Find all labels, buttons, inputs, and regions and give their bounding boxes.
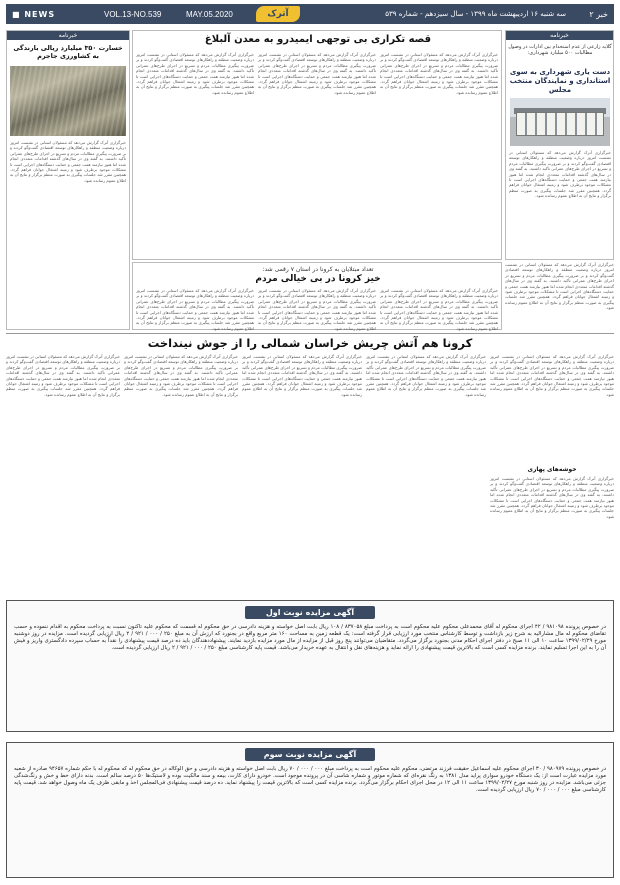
center-text-col-1: خبرگزاری آترک گزارش می‌دهد که مسئولان استانی در نشست امروز درباره وضعیت منطقه و راهکارهای توسعه اقتصادی گفت‌وگو کردند و بر ضرورت پیگیری مطالبات مردم و تسریع در اجرای طرح‌های عمرانی تأکید داشتند. به گفته وی در سال‌های گذشته اقدامات متعددی انجام شده اما هنوز نیازمند همت جمعی و حمایت دستگاه‌های اجرایی است تا مشکلات موجود برطرف شود و زمینه اشتغال جوانان فراهم گردد. همچنین مقرر شد جلسات پیگیری به صورت منظم برگزار و نتایج آن به اطلاع عموم رسانده شود. bbox=[136, 52, 254, 95]
right-article-text: خبرگزاری آترک گزارش می‌دهد که مسئولان استانی در نشست امروز درباره وضعیت منطقه و راهکارهای توسعه اقتصادی گفت‌وگو کردند و بر ضرورت پیگیری مطالبات مردم و تسریع در اجرای طرح‌های عمرانی تأکید داشتند. به گفته وی در سال‌های گذشته اقدامات متعددی انجام شده اما هنوز نیازمند همت جمعی و حمایت دستگاه‌های اجرایی است تا مشکلات موجود برطرف شود و زمینه اشتغال جوانان فراهم گردد. همچنین مقرر شد جلسات پیگیری به صورت منظم برگزار و نتایج آن به اطلاع عموم رسانده شود. bbox=[509, 150, 611, 199]
center-headline: قصه تکراری بی توجهی ایمیدرو به معدن آلبلاغ bbox=[204, 34, 432, 45]
mid-text-col-3: خبرگزاری آترک گزارش می‌دهد که مسئولان استانی در نشست امروز درباره وضعیت منطقه و راهکارهای توسعه اقتصادی گفت‌وگو کردند و بر ضرورت پیگیری مطالبات مردم و تسریع در اجرای طرح‌های عمرانی تأکید داشتند. به گفته وی در سال‌های گذشته اقدامات متعددی انجام شده اما هنوز نیازمند همت جمعی و حمایت دستگاه‌های اجرایی است تا مشکلات موجود برطرف شود و زمینه اشتغال جوانان فراهم گردد. همچنین مقرر شد جلسات پیگیری به صورت منظم برگزار و نتایج آن به اطلاع عموم رسانده شود. bbox=[242, 354, 362, 397]
field-photo bbox=[10, 66, 126, 136]
mid-text-col-2: خبرگزاری آترک گزارش می‌دهد که مسئولان استانی در نشست امروز درباره وضعیت منطقه و راهکارهای توسعه اقتصادی گفت‌وگو کردند و بر ضرورت پیگیری مطالبات مردم و تسریع در اجرای طرح‌های عمرانی تأکید داشتند. به گفته وی در سال‌های گذشته اقدامات متعددی انجام شده اما هنوز نیازمند همت جمعی و حمایت دستگاه‌های اجرایی است تا مشکلات موجود برطرف شود و زمینه اشتغال جوانان فراهم گردد. همچنین مقرر شد جلسات پیگیری به صورت منظم برگزار و نتایج آن به اطلاع عموم رسانده شود. bbox=[124, 354, 238, 397]
left-headline: خسارت ۳۵۰ میلیارد ریالی بارندگی به کشاورزی جاجرم bbox=[13, 44, 123, 60]
right-kicker: گلایه زارعی از عدم استخدام بین ادارات در وصول مطالبات ۵۰۰ میلیارد شهرداری: bbox=[508, 44, 612, 56]
right-lower-text: خبرگزاری آترک گزارش می‌دهد که مسئولان استانی در نشست امروز درباره وضعیت منطقه و راهکارهای توسعه اقتصادی گفت‌وگو کردند و بر ضرورت پیگیری مطالبات مردم و تسریع در اجرای طرح‌های عمرانی تأکید داشتند. به گفته وی در سال‌های گذشته اقدامات متعددی انجام شده اما هنوز نیازمند همت جمعی و حمایت دستگاه‌های اجرایی است تا مشکلات موجود برطرف شود و زمینه اشتغال جوانان فراهم گردد. همچنین مقرر شد جلسات پیگیری به صورت منظم برگزار و نتایج آن به اطلاع عموم رسانده شود. bbox=[505, 262, 614, 311]
mid-text-col-4: خبرگزاری آترک گزارش می‌دهد که مسئولان استانی در نشست امروز درباره وضعیت منطقه و راهکارهای توسعه اقتصادی گفت‌وگو کردند و بر ضرورت پیگیری مطالبات مردم و تسریع در اجرای طرح‌های عمرانی تأکید داشتند. به گفته وی در سال‌های گذشته اقدامات متعددی انجام شده اما هنوز نیازمند همت جمعی و حمایت دستگاه‌های اجرایی است تا مشکلات موجود برطرف شود و زمینه اشتغال جوانان فراهم گردد. همچنین مقرر شد جلسات پیگیری به صورت منظم برگزار و نتایج آن به اطلاع عموم رسانده شود. bbox=[366, 354, 486, 397]
mid-text-col-1: خبرگزاری آترک گزارش می‌دهد که مسئولان استانی در نشست امروز درباره وضعیت منطقه و راهکارهای توسعه اقتصادی گفت‌وگو کردند و بر ضرورت پیگیری مطالبات مردم و تسریع در اجرای طرح‌های عمرانی تأکید داشتند. به گفته وی در سال‌های گذشته اقدامات متعددی انجام شده اما هنوز نیازمند همت جمعی و حمایت دستگاه‌های اجرایی است تا مشکلات موجود برطرف شود و زمینه اشتغال جوانان فراهم گردد. همچنین مقرر شد جلسات پیگیری به صورت منظم برگزار و نتایج آن به اطلاع عموم رسانده شود. bbox=[6, 354, 120, 397]
section-tag: خبرنامه bbox=[506, 31, 613, 40]
notice-third-body: در خصوص پرونده ۹۸۰۹۷۹ / ۳۰ اجرای محکوم علیه اسماعیل حقیقت فرزند مرتضی، محکوم علیه محکوم است به پرداخت مبلغ ۰۰۰ / ۰۰۰ / ۷۰ ریال بابت اصل خواسته و هزینه دادرسی و حق الوکاله در حق محکوم له که محکوم له با حکم شماره ۹۴۶۵۷ صادره از شعبه مورد مزایده عبارت است از: یک دستگاه خودرو سواری پراید مدل ۱۳۸۱ به رنگ نقره‌ای که شماره موتور و شماره شاسی آن در پرونده موجود است. خودرو دارای کارت، بیمه و سند مالکیت بوده و لاستیک‌ها ۵۰ درصد سالم است. بدنه دارای خط و خش و رنگ‌شدگی جزئی می‌باشد. مزایده در روز شنبه مورخ ۱۳۹۹/۰۲/۲۷ ساعت ۱۱ الی ۱۲ در محل اجرای احکام برگزار می‌گردد. برنده مزایده کسی است که بالاترین قیمت را پیشنهاد نماید. ده درصد قیمت پیشنهادی فی‌المجلس اخذ و مابقی ظرف یک ماه وصول خواهد شد. قیمت پایه کارشناسی مبلغ ۰۰۰ / ۰۰۰ / ۷۰ ریال ارزیابی گردیده است. bbox=[14, 766, 607, 794]
divider bbox=[6, 333, 614, 334]
news-label: ■ NEWS bbox=[12, 9, 56, 19]
mid-subhead: خوشه‌های پهاری bbox=[527, 466, 577, 473]
building-photo bbox=[510, 98, 610, 146]
corona-text-col-3: خبرگزاری آترک گزارش می‌دهد که مسئولان استانی در نشست امروز درباره وضعیت منطقه و راهکارهای توسعه اقتصادی گفت‌وگو کردند و بر ضرورت پیگیری مطالبات مردم و تسریع در اجرای طرح‌های عمرانی تأکید داشتند. به گفته وی در سال‌های گذشته اقدامات متعددی انجام شده اما هنوز نیازمند همت جمعی و حمایت دستگاه‌های اجرایی است تا مشکلات موجود برطرف شود و زمینه اشتغال جوانان فراهم گردد. همچنین مقرر شد جلسات پیگیری به صورت منظم برگزار و نتایج آن به اطلاع عموم رسانده شود. bbox=[380, 288, 498, 331]
right-headline: دست یاری شهرداری به سوی استانداری و نمایندگان منتخب مجلس bbox=[509, 68, 611, 94]
corona-kicker: تعداد مبتلایان به کرونا در استان ۷ رقمی شد: bbox=[262, 266, 374, 273]
notice-first-title: آگهی مزایده نوبت اول bbox=[245, 606, 375, 619]
volume-label: VOL.13-NO.539 bbox=[104, 9, 162, 19]
mid-text-col-5a: خبرگزاری آترک گزارش می‌دهد که مسئولان استانی در نشست امروز درباره وضعیت منطقه و راهکارهای توسعه اقتصادی گفت‌وگو کردند و بر ضرورت پیگیری مطالبات مردم و تسریع در اجرای طرح‌های عمرانی تأکید داشتند. به گفته وی در سال‌های گذشته اقدامات متعددی انجام شده اما هنوز نیازمند همت جمعی و حمایت دستگاه‌های اجرایی است تا مشکلات موجود برطرف شود و زمینه اشتغال جوانان فراهم گردد. همچنین مقرر شد جلسات پیگیری به صورت منظم برگزار و نتایج آن به اطلاع عموم رسانده شود. bbox=[490, 354, 614, 397]
corona-headline: خیز کرونا در بی خیالی مردم bbox=[255, 274, 381, 284]
masthead bbox=[6, 4, 614, 24]
left-article-text: خبرگزاری آترک گزارش می‌دهد که مسئولان استانی در نشست امروز درباره وضعیت منطقه و راهکارهای توسعه اقتصادی گفت‌وگو کردند و بر ضرورت پیگیری مطالبات مردم و تسریع در اجرای طرح‌های عمرانی تأکید داشتند. به گفته وی در سال‌های گذشته اقدامات متعددی انجام شده اما هنوز نیازمند همت جمعی و حمایت دستگاه‌های اجرایی است تا مشکلات موجود برطرف شود و زمینه اشتغال جوانان فراهم گردد. همچنین مقرر شد جلسات پیگیری به صورت منظم برگزار و نتایج آن به اطلاع عموم رسانده شود. bbox=[9, 140, 126, 183]
main-headline: کرونا هم آتش چریش خراسان شمالی را از جوش نینداخت bbox=[147, 336, 473, 350]
date-label: MAY.05.2020 bbox=[186, 9, 233, 19]
section-tag-left: خبرنامه bbox=[7, 31, 129, 40]
notice-first-body: در خصوص پرونده ۹۸۱۰۹۸ / ۴۲ اجرای محکوم له آقای محمدعلی محکوم علیه محکوم است به پرداخت مبلغ ۸۳۷۰۵۸ / ۱۰۸ ریال بابت اصل خواسته و هزینه دادرسی در حق محکوم له قسمت که محکوم علیه تاکنون نسبت به پرداخت محکوم به اقدام ننموده و حسب تقاضای محکوم له مال مشارالیه به شرح زیر بازداشت و توسط کارشناس منتخب مورد ارزیابی قرار گرفته است: یک قطعه زمین به مساحت ۱۶۰ متر مربع واقع در بجنورد که ارزش آن به مبلغ ۲۵۰ / ۰۰۰ / ۹۲۱ / ۲ ریال ارزیابی گردیده است. مزایده در روز دوشنبه مورخ ۱۳۹۹/۰۲/۲۹ ساعت ۱۰ الی ۱۱ صبح در دفتر اجرای احکام مدنی بجنورد برگزار می‌گردد. متقاضیان می‌توانند پنج روز قبل از مزایده از مال مورد مزایده بازدید نمایند. پیشنهاددهندگان باید ده درصد قیمت پیشنهادی را نقداً به حساب سپرده دادگستری واریز و فیش آن را به این اجرا تسلیم نمایند. برنده مزایده کسی است که بالاترین قیمت پیشنهادی را ارائه نماید و هزینه‌های نقل و انتقال به عهده خریدار می‌باشد. قیمت پایه کارشناسی مبلغ ۲۵۰ / ۰۰۰ / ۹۲۱ / ۲ ریال ارزیابی گردیده است. bbox=[14, 624, 607, 652]
corona-text-col-1: خبرگزاری آترک گزارش می‌دهد که مسئولان استانی در نشست امروز درباره وضعیت منطقه و راهکارهای توسعه اقتصادی گفت‌وگو کردند و بر ضرورت پیگیری مطالبات مردم و تسریع در اجرای طرح‌های عمرانی تأکید داشتند. به گفته وی در سال‌های گذشته اقدامات متعددی انجام شده اما هنوز نیازمند همت جمعی و حمایت دستگاه‌های اجرایی است تا مشکلات موجود برطرف شود و زمینه اشتغال جوانان فراهم گردد. همچنین مقرر شد جلسات پیگیری به صورت منظم برگزار و نتایج آن به اطلاع عموم رسانده شود. bbox=[136, 288, 254, 331]
persian-date: سه شنبه ۱۶ اردیبهشت ماه ۱۳۹۹ - سال سیزدهم - شماره ۵۳۹ bbox=[385, 10, 566, 18]
notice-third-title: آگهی مزایده نوبت سوم bbox=[245, 748, 375, 761]
corona-text-col-2: خبرگزاری آترک گزارش می‌دهد که مسئولان استانی در نشست امروز درباره وضعیت منطقه و راهکارهای توسعه اقتصادی گفت‌وگو کردند و بر ضرورت پیگیری مطالبات مردم و تسریع در اجرای طرح‌های عمرانی تأکید داشتند. به گفته وی در سال‌های گذشته اقدامات متعددی انجام شده اما هنوز نیازمند همت جمعی و حمایت دستگاه‌های اجرایی است تا مشکلات موجود برطرف شود و زمینه اشتغال جوانان فراهم گردد. همچنین مقرر شد جلسات پیگیری به صورت منظم برگزار و نتایج آن به اطلاع عموم رسانده شود. bbox=[258, 288, 376, 331]
center-text-col-2: خبرگزاری آترک گزارش می‌دهد که مسئولان استانی در نشست امروز درباره وضعیت منطقه و راهکارهای توسعه اقتصادی گفت‌وگو کردند و بر ضرورت پیگیری مطالبات مردم و تسریع در اجرای طرح‌های عمرانی تأکید داشتند. به گفته وی در سال‌های گذشته اقدامات متعددی انجام شده اما هنوز نیازمند همت جمعی و حمایت دستگاه‌های اجرایی است تا مشکلات موجود برطرف شود و زمینه اشتغال جوانان فراهم گردد. همچنین مقرر شد جلسات پیگیری به صورت منظم برگزار و نتایج آن به اطلاع عموم رسانده شود. bbox=[258, 52, 376, 95]
newspaper-logo: آترک bbox=[256, 6, 300, 22]
mid-text-col-5b: خبرگزاری آترک گزارش می‌دهد که مسئولان استانی در نشست امروز درباره وضعیت منطقه و راهکارهای توسعه اقتصادی گفت‌وگو کردند و بر ضرورت پیگیری مطالبات مردم و تسریع در اجرای طرح‌های عمرانی تأکید داشتند. به گفته وی در سال‌های گذشته اقدامات متعددی انجام شده اما هنوز نیازمند همت جمعی و حمایت دستگاه‌های اجرایی است تا مشکلات موجود برطرف شود و زمینه اشتغال جوانان فراهم گردد. همچنین مقرر شد جلسات پیگیری به صورت منظم برگزار و نتایج آن به اطلاع عموم رسانده شود. bbox=[490, 476, 614, 519]
page-number: خبر ۲ bbox=[589, 9, 608, 19]
center-text-col-3: خبرگزاری آترک گزارش می‌دهد که مسئولان استانی در نشست امروز درباره وضعیت منطقه و راهکارهای توسعه اقتصادی گفت‌وگو کردند و بر ضرورت پیگیری مطالبات مردم و تسریع در اجرای طرح‌های عمرانی تأکید داشتند. به گفته وی در سال‌های گذشته اقدامات متعددی انجام شده اما هنوز نیازمند همت جمعی و حمایت دستگاه‌های اجرایی است تا مشکلات موجود برطرف شود و زمینه اشتغال جوانان فراهم گردد. همچنین مقرر شد جلسات پیگیری به صورت منظم برگزار و نتایج آن به اطلاع عموم رسانده شود. bbox=[380, 52, 498, 95]
